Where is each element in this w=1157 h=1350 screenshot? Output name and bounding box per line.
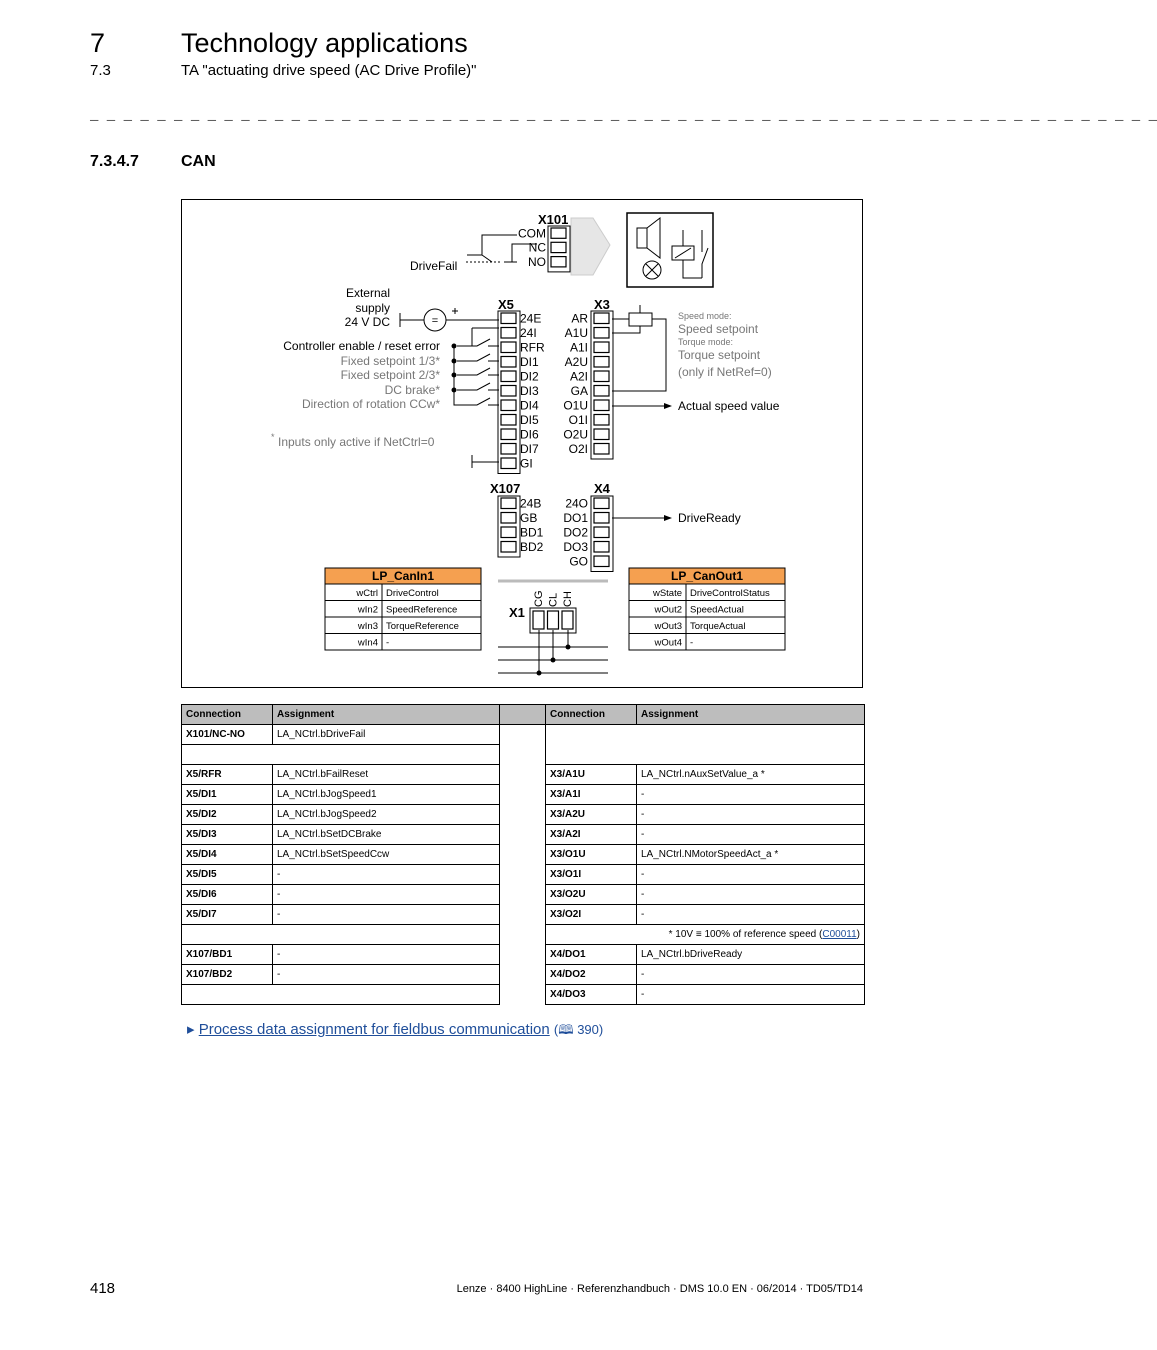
x3-pin-label: AR	[571, 311, 588, 326]
x3-pin-box	[594, 415, 609, 426]
assignment-cell: -	[637, 825, 865, 845]
x3-pin-box	[594, 429, 609, 440]
x5-pin-box	[501, 328, 516, 339]
connection-cell: X5/DI7	[182, 905, 273, 925]
assignment-cell: -	[637, 805, 865, 825]
supply-line1: External	[345, 286, 390, 300]
x5-pin-box	[501, 371, 516, 382]
fixed-setpoint-2-label: Fixed setpoint 2/3*	[340, 368, 440, 382]
x3-pin-label: O2I	[568, 442, 588, 456]
assignment-cell: -	[637, 865, 865, 885]
connection-cell: X3/O1I	[546, 865, 637, 885]
connection-cell: X5/RFR	[182, 765, 273, 785]
connection-cell: X5/DI4	[182, 845, 273, 865]
canin-row-name: TorqueReference	[386, 621, 459, 632]
connection-cell: X3/O2U	[546, 885, 637, 905]
canin-row-name: -	[386, 637, 390, 649]
canout-row-code: wOut4	[654, 637, 682, 649]
x5-pin-box	[501, 415, 516, 426]
book-icon: 🕮	[558, 1022, 574, 1037]
x5-pin-label: DI2	[520, 369, 539, 384]
netctrl-note: Inputs only active if NetCtrl=0	[278, 435, 435, 449]
torque-condition-label: (only if NetRef=0)	[678, 365, 772, 379]
connection-cell: X3/A2U	[546, 805, 637, 825]
footnote-cell	[546, 925, 865, 945]
x1-pin-label: CL	[547, 592, 560, 607]
canin-row-code: wIn2	[357, 604, 378, 616]
header-rule: _ _ _ _ _ _ _ _ _ _ _ _ _ _ _ _ _ _ _ _ _ _ _ _ _ _ _ _ _ _ _ _ _ _ _ _ _ _ _ _ _ _ _ _ _ _ _ _ _ _ _ _ _ _ _ _ _ _ _ _ _ _ _ _	[90, 108, 1157, 124]
x5-pin-label: DI1	[520, 355, 539, 369]
connection-cell: X5/DI1	[182, 785, 273, 805]
canin-row-code: wIn4	[357, 637, 378, 649]
x5-pin-label: GI	[520, 456, 533, 471]
header-assignment-left: Assignment	[273, 705, 500, 725]
connection-cell: X3/O1U	[546, 845, 637, 865]
header-spacer	[500, 705, 546, 725]
x3-pin-label: A2U	[564, 355, 588, 369]
x1-pin-box	[562, 611, 573, 629]
x107-pin-label: GB	[520, 511, 538, 525]
x101-pin-box	[551, 228, 566, 238]
x4-pin-label: DO2	[563, 525, 588, 540]
x5-pin-label: DI6	[520, 427, 539, 442]
connection-cell: X4/DO3	[546, 985, 637, 1005]
empty-cell	[182, 925, 500, 945]
x107-pin-box	[501, 527, 516, 538]
x5-pin-label: RFR	[520, 340, 545, 355]
canin-row	[325, 634, 481, 651]
footer-text: Lenze · 8400 HighLine · Referenzhandbuch · DMS 10.0 EN · 06/2014 · TD05/TD14	[456, 1283, 863, 1295]
x101-pin-box	[551, 242, 566, 252]
assignment-cell: -	[637, 785, 865, 805]
speed-mode-label: Speed mode:	[678, 311, 732, 321]
x1-title: X1	[509, 605, 525, 620]
x3-pin-box	[594, 328, 609, 339]
connection-cell: X107/BD1	[182, 945, 273, 965]
actual-speed-label: Actual speed value	[678, 399, 780, 413]
assignment-cell: LA_NCtrl.bJogSpeed1	[273, 785, 500, 805]
assignment-cell: -	[273, 965, 500, 985]
x1-pin-label: CH	[562, 591, 574, 607]
subsection-title: CAN	[181, 153, 216, 170]
x4-pin-label: DO3	[563, 540, 588, 554]
connection-cell: X5/DI5	[182, 865, 273, 885]
empty-cell	[182, 745, 500, 765]
x1-pin-label: CG	[533, 590, 545, 607]
header-connection-right: Connection	[546, 705, 637, 725]
x101-pin-box	[551, 257, 566, 267]
code-link[interactable]: C00011	[822, 929, 857, 940]
x101-pin-label: NC	[528, 240, 546, 255]
x3-pin-box	[594, 400, 609, 411]
torque-setpoint-label: Torque setpoint	[678, 348, 761, 362]
x3-pin-label: A2I	[569, 369, 588, 384]
assignment-cell: LA_NCtrl.bDriveReady	[637, 945, 865, 965]
supply-symbol: =	[431, 315, 439, 327]
x3-pin-box	[594, 357, 609, 368]
x1-pin-box	[548, 611, 559, 629]
connection-cell: X5/DI2	[182, 805, 273, 825]
x3-pin-label: O1I	[568, 413, 588, 427]
x107-pin-label: BD1	[520, 525, 544, 540]
header-assignment-right: Assignment	[637, 705, 865, 725]
x4-title: X4	[594, 481, 610, 496]
link-arrow-icon: ▸	[187, 1021, 195, 1038]
assignment-cell: -	[273, 905, 500, 925]
wiring-diagram-svg	[182, 200, 864, 689]
chapter-number: 7	[90, 28, 106, 58]
x5-pin-label: DI7	[520, 442, 539, 456]
x4-pin-label: GO	[569, 554, 588, 569]
connection-cell: X5/DI3	[182, 825, 273, 845]
fixed-setpoint-1-label: Fixed setpoint 1/3*	[340, 354, 440, 368]
x5-pin-box	[501, 313, 516, 324]
connection-cell: X3/A2I	[546, 825, 637, 845]
assignment-table	[181, 704, 865, 1005]
canout-row-name: SpeedActual	[690, 604, 744, 616]
assignment-cell: LA_NCtrl.bSetSpeedCcw	[273, 845, 500, 865]
x3-pin-label: A1I	[569, 340, 588, 355]
connection-cell: X3/O2I	[546, 905, 637, 925]
x107-title: X107	[490, 481, 521, 496]
assignment-cell: -	[637, 965, 865, 985]
x4-pin-box	[594, 556, 609, 567]
connection-cell: X4/DO1	[546, 945, 637, 965]
connection-cell: X101/NC-NO	[182, 725, 273, 745]
x107-pin-box	[501, 542, 516, 553]
empty-cell	[546, 725, 865, 765]
connection-cell: X107/BD2	[182, 965, 273, 985]
x4-pin-box	[594, 527, 609, 538]
page-number: 418	[90, 1280, 116, 1297]
assignment-cell: LA_NCtrl.bDriveFail	[273, 725, 500, 745]
canout-row-name: TorqueActual	[690, 621, 746, 632]
footnote-close: )	[856, 929, 860, 940]
x3-pin-box	[594, 342, 609, 353]
x5-pin-label: DI3	[520, 384, 539, 398]
canout-row-code: wState	[652, 588, 682, 599]
assignment-cell: -	[273, 865, 500, 885]
x4-pin-label: DO1	[563, 511, 588, 525]
assignment-cell: LA_NCtrl.bFailReset	[273, 765, 500, 785]
canout-title: LP_CanOut1	[670, 569, 744, 583]
spacer-column	[500, 725, 546, 1005]
canin-row-name: DriveControl	[386, 588, 439, 599]
x3-pin-box	[594, 313, 609, 324]
footnote-text: * 10V ≡ 100% of reference speed (	[668, 929, 823, 940]
assignment-cell: LA_NCtrl.NMotorSpeedAct_a *	[637, 845, 865, 865]
x5-pin-box	[501, 386, 516, 397]
canout-row-name: -	[690, 637, 694, 649]
assignment-cell: -	[273, 945, 500, 965]
canout-row-code: wOut2	[654, 604, 682, 616]
x5-title: X5	[498, 297, 514, 312]
empty-cell	[182, 985, 500, 1005]
process-data-link[interactable]	[187, 1020, 603, 1043]
x4-pin-box	[594, 498, 609, 509]
assignment-cell: -	[637, 885, 865, 905]
x101-pin-label: COM	[518, 226, 546, 241]
speed-setpoint-label: Speed setpoint	[678, 322, 759, 336]
table-row	[182, 725, 865, 745]
x3-pin-label: O1U	[563, 398, 588, 413]
subsection-number: 7.3.4.7	[90, 153, 139, 170]
canin-row-name: SpeedReference	[386, 604, 458, 616]
direction-label: Direction of rotation CCw*	[301, 397, 440, 411]
supply-line3: 24 V DC	[344, 315, 390, 329]
wiring-diagram	[181, 199, 863, 688]
x3-pin-box	[594, 386, 609, 397]
x3-pin-label: A1U	[564, 326, 588, 340]
x107-pin-label: 24B	[520, 496, 542, 511]
x3-pin-label: O2U	[563, 427, 588, 442]
canout-row-code: wOut3	[654, 621, 682, 632]
x101-pin-label: NO	[528, 254, 546, 269]
page-reference[interactable]: (🕮 390)	[553, 1022, 604, 1037]
x5-pin-box	[501, 444, 516, 455]
x5-pin-box	[501, 342, 516, 353]
x5-pin-label: DI5	[520, 413, 539, 427]
x5-pin-box	[501, 458, 516, 469]
x107-pin-box	[501, 513, 516, 524]
x4-pin-label: 24O	[565, 496, 588, 511]
connection-cell: X5/DI6	[182, 885, 273, 905]
x1-pin-box	[533, 611, 544, 629]
drive-ready-label: DriveReady	[678, 511, 741, 525]
connection-cell: X3/A1U	[546, 765, 637, 785]
connection-cell: X3/A1I	[546, 785, 637, 805]
x101-title: X101	[538, 212, 569, 227]
x3-pin-box	[594, 444, 609, 455]
torque-mode-label: Torque mode:	[678, 337, 734, 347]
supply-line2: supply	[355, 301, 390, 315]
x5-pin-label: 24I	[520, 326, 537, 340]
enable-label: Controller enable / reset error	[283, 339, 440, 353]
section-title: TA "actuating drive speed (AC Drive Profile)"	[181, 62, 477, 79]
x4-pin-box	[594, 542, 609, 553]
section-number: 7.3	[90, 62, 111, 79]
canin-row-code: wIn3	[357, 621, 378, 632]
note-star: *	[271, 432, 275, 442]
x3-pin-label: GA	[570, 384, 588, 398]
x107-pin-box	[501, 498, 516, 509]
assignment-cell: LA_NCtrl.nAuxSetValue_a *	[637, 765, 865, 785]
connection-cell: X4/DO2	[546, 965, 637, 985]
x107-pin-label: BD2	[520, 540, 544, 554]
table-header-row	[182, 705, 865, 725]
x3-pin-box	[594, 371, 609, 382]
canout-row	[629, 634, 785, 651]
x5-pin-box	[501, 357, 516, 368]
chapter-title: Technology applications	[181, 28, 468, 58]
assignment-cell: LA_NCtrl.bJogSpeed2	[273, 805, 500, 825]
assignment-cell: -	[637, 905, 865, 925]
canin-title: LP_CanIn1	[371, 569, 435, 583]
dc-brake-label: DC brake*	[384, 383, 440, 397]
header-connection-left: Connection	[182, 705, 273, 725]
x5-pin-box	[501, 429, 516, 440]
assignment-cell: LA_NCtrl.bSetDCBrake	[273, 825, 500, 845]
assignment-cell: -	[637, 985, 865, 1005]
x5-pin-label: DI4	[520, 398, 539, 413]
process-data-link-text[interactable]: Process data assignment for fieldbus communication	[198, 1021, 550, 1038]
assignment-cell: -	[273, 885, 500, 905]
drivefail-label: DriveFail	[410, 259, 458, 273]
x4-pin-box	[594, 513, 609, 524]
x3-title: X3	[594, 297, 610, 312]
x5-pin-label: 24E	[520, 311, 542, 326]
canin-row-code: wCtrl	[356, 588, 378, 599]
canout-row-name: DriveControlStatus	[690, 588, 770, 599]
x5-pin-box	[501, 400, 516, 411]
